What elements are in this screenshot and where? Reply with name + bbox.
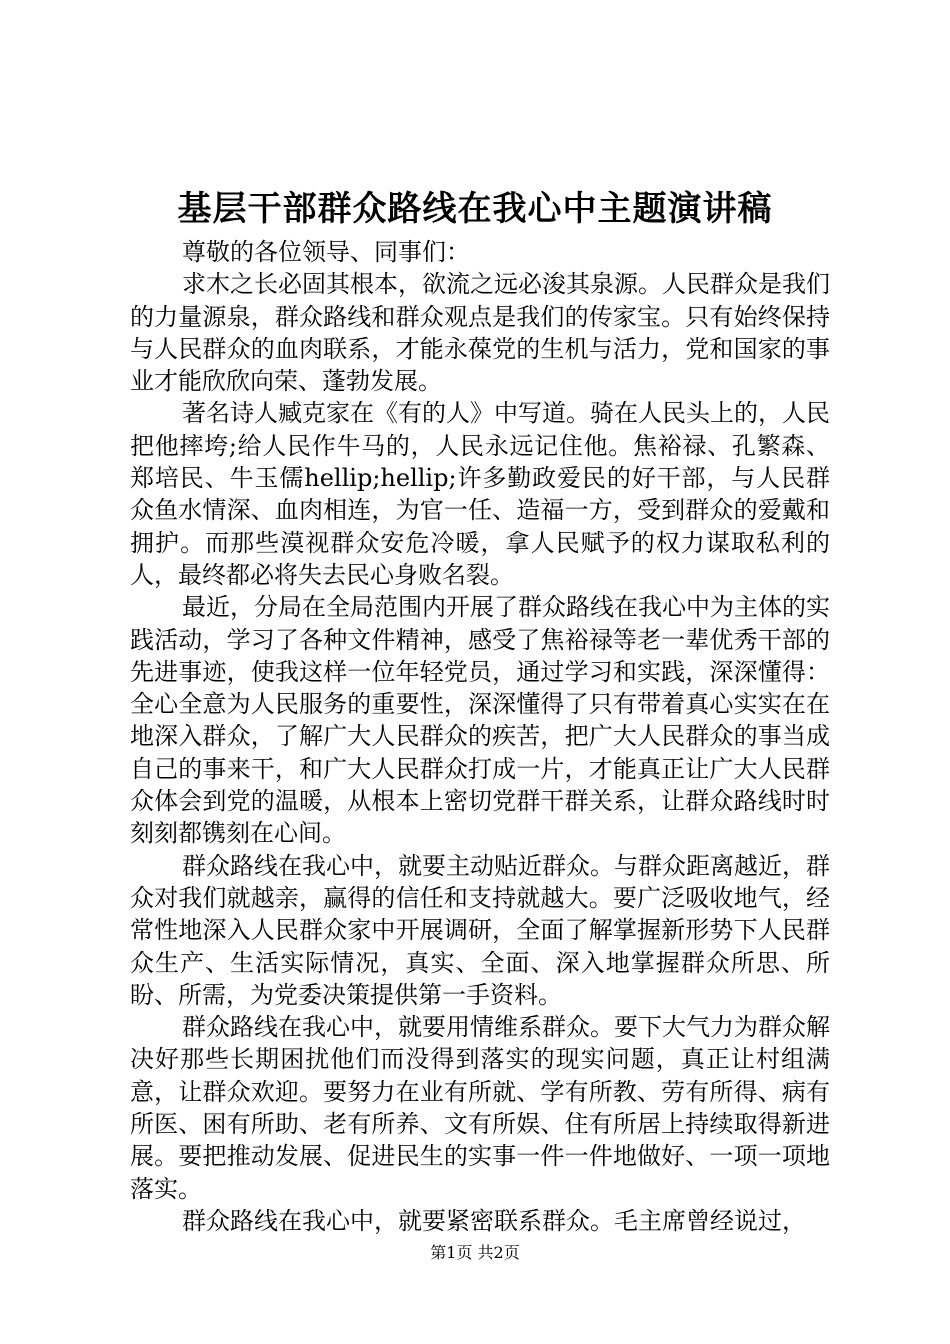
page-number-footer: 第1页 共2页 <box>430 1243 520 1262</box>
paragraph: 求木之长必固其根本，欲流之远必浚其泉源。人民群众是我们的力量源泉，群众路线和群众观点是我们的传家宝。只有始终保持与人民群众的血肉联系，才能永葆党的生机与活力，党和国家的事业才能欣欣向荣、蓬勃发展。 <box>130 270 830 396</box>
document-title: 基层干部群众路线在我心中主题演讲稿 <box>177 189 773 229</box>
document-body <box>130 236 830 1237</box>
paragraph: 群众路线在我心中，就要紧密联系群众。毛主席曾经说过， <box>182 1206 806 1235</box>
paragraph: 最近，分局在全局范围内开展了群众路线在我心中为主体的实践活动，学习了各种文件精神，感受了焦裕禄等老一辈优秀干部的先进事迹，使我这样一位年轻党员，通过学习和实践，深深懂得：全心全意为人民服务的重要性，深深懂得了只有带着真心实实在在地深入群众，了解广大人民群众的疾苦，把广大人民群众的事当成自己的事来干，和广大人民群众打成一片，才能真正让广大人民群众体会到党的温暖，从根本上密切党群干群关系，让群众路线时时刻刻都镌刻在心间。 <box>130 593 830 848</box>
paragraph: 著名诗人臧克家在《有的人》中写道。骑在人民头上的，人民把他摔垮;给人民作牛马的，人民永远记住他。焦裕禄、孔繁森、郑培民、牛玉儒hellip;hellip;许多勤政爱民的好干部，与人民群众鱼水情深、血肉相连，为官一任、造福一方，受到群众的爱戴和拥护。而那些漠视群众安危冷暖，拿人民赋予的权力谋取私利的人，最终都必将失去民心身败名裂。 <box>130 399 830 589</box>
greeting: 尊敬的各位领导、同事们： <box>182 238 470 266</box>
paragraph: 群众路线在我心中，就要用情维系群众。要下大气力为群众解决好那些长期困扰他们而没得到落实的现实问题，真正让村组满意，让群众欢迎。要努力在业有所就、学有所教、劳有所得、病有所医、困有所助、老有所养、文有所娱、住有所居上持续取得新进展。要把推动发展、促进民生的实事一件一件地做好、一项一项地落实。 <box>130 1013 830 1203</box>
paragraph: 群众路线在我心中，就要主动贴近群众。与群众距离越近，群众对我们就越亲，赢得的信任和支持就越大。要广泛吸收地气，经常性地深入人民群众家中开展调研，全面了解掌握新形势下人民群众生产、生活实际情况，真实、全面、深入地掌握群众所思、所盼、所需，为党委决策提供第一手资料。 <box>130 851 830 1009</box>
